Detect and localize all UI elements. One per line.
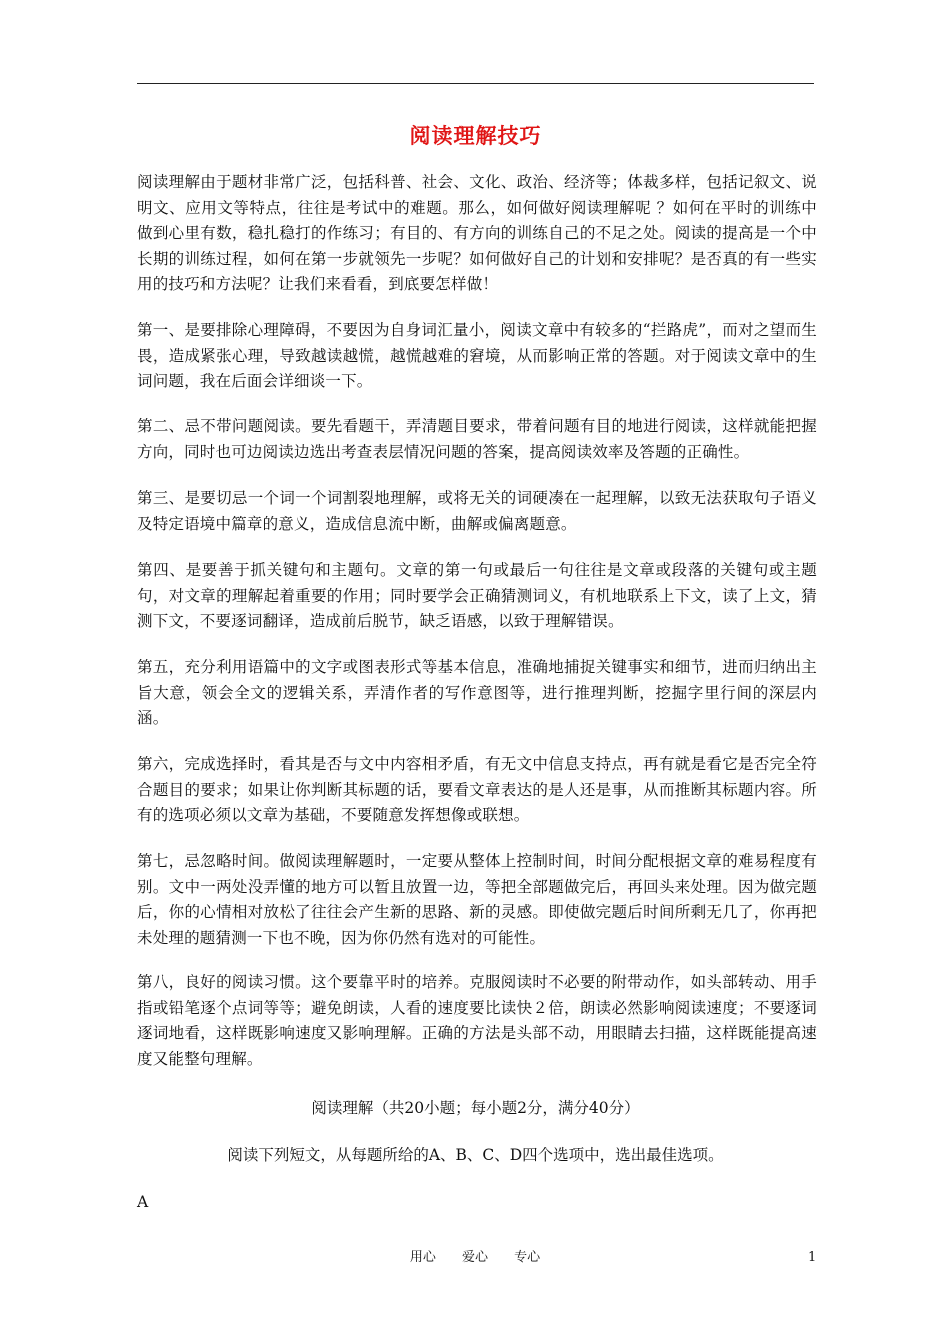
tip-8-paragraph: 第八，良好的阅读习惯。这个要靠平时的培养。克服阅读时不必要的附带动作，如头部转动、用手指或铅笔逐个点词等等；避免朗读，人看的速度要比读快２倍，朗读必然影响阅读速度；不要逐词逐词地看，这样既影响速度又影响理解。正确的方法是头部不动，用眼睛去扫描，这样既能提高速度又能整句理解。 bbox=[137, 973, 817, 1068]
intro-paragraph: 阅读理解由于题材非常广泛，包括科普、社会、文化、政治、经济等；体裁多样，包括记叙文、说明文、应用文等特点，往往是考试中的难题。那么，如何做好阅读理解呢 ？如何在平时的训练中做到心里有数，稳扎稳打的作练习；有目的、有方向的训练自己的不足之处。阅读的提高是一个中长期的训练过程，如何在第一步就领先一步呢？如何做好自己的计划和安排呢？是否真的有一些实用的技巧和方法呢？让我们来看看，到底要怎样做！ bbox=[137, 173, 817, 293]
page-number: 1 bbox=[808, 1250, 817, 1265]
tip-7-paragraph: 第七，忌忽略时间。做阅读理解题时，一定要从整体上控制时间，时间分配根据文章的难易程度有别。文中一两处没弄懂的地方可以暂且放置一边，等把全部题做完后，再回头来处理。因为做完题后，你的心情相对放松了往往会产生新的思路、新的灵感。即使做完题后时间所剩无几了，你再把未处理的题猜测一下也不晚，因为你仍然有选对的可能性。 bbox=[137, 852, 817, 947]
tip-3-paragraph: 第三、是要切忌一个词一个词割裂地理解，或将无关的词硬凑在一起理解，以致无法获取句子语义及特定语境中篇章的意义，造成信息流中断，曲解或偏离题意。 bbox=[137, 489, 817, 533]
tip-2-paragraph: 第二、忌不带问题阅读。要先看题干，弄清题目要求，带着问题有目的地进行阅读，这样就能把握方向，同时也可边阅读边选出考查表层情况问题的答案，提高阅读效率及答题的正确性。 bbox=[137, 417, 817, 461]
tip-6-paragraph: 第六，完成选择时，看其是否与文中内容相矛盾，有无文中信息支持点，再有就是看它是否完全符合题目的要求；如果让你判断其标题的话，要看文章表达的是人还是事，从而推断其标题内容。所有的选项必须以文章为基础，不要随意发挥想像或联想。 bbox=[137, 755, 817, 824]
tip-5-paragraph: 第五，充分利用语篇中的文字或图表形式等基本信息，准确地捕捉关键事实和细节，进而归纳出主旨大意，领会全文的逻辑关系，弄清作者的写作意图等，进行推理判断，挖掘字里行间的深层内涵。 bbox=[137, 658, 817, 727]
passage-label: A bbox=[137, 1193, 149, 1211]
tip-4-paragraph: 第四、是要善于抓关键句和主题句。文章的第一句或最后一句往往是文章或段落的关键句或主题句，对文章的理解起着重要的作用；同时要学会正确猜测词义，有机地联系上下文，读了上文，猜测下文，不要逐词翻译，造成前后脱节，缺乏语感，以致于理解错误。 bbox=[137, 561, 817, 630]
instructions-line: 阅读下列短文，从每题所给的A、B、C、D四个选项中，选出最佳选项。 bbox=[227, 1146, 724, 1164]
section-heading: 阅读理解（共20小题；每小题2分，满分40分） bbox=[311, 1099, 640, 1117]
tip-1-paragraph: 第一、是要排除心理障碍，不要因为自身词汇量小，阅读文章中有较多的“拦路虎”，而对之望而生畏，造成紧张心理，导致越读越慌，越慌越难的窘境，从而影响正常的答题。对于阅读文章中的生词问题，我在后面会详细谈一下。 bbox=[137, 321, 817, 390]
footer-motto: 用心 爱心 专心 bbox=[409, 1250, 541, 1265]
header-rule bbox=[137, 83, 814, 84]
document-title: 阅读理解技巧 bbox=[409, 123, 542, 148]
